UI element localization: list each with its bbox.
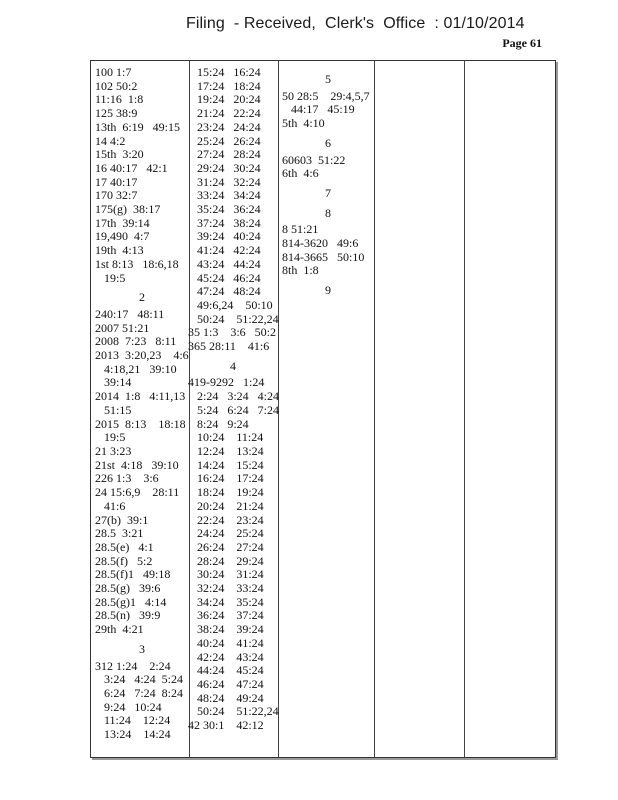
index-entry: 16 40:17 42:1: [95, 160, 168, 175]
index-column-5: [466, 61, 555, 757]
index-entry: 10:24 11:24: [197, 430, 264, 445]
page-number: Page 61: [502, 36, 542, 50]
index-entry: 8:24 9:24: [197, 416, 249, 431]
index-entry: 2:24 3:24 4:24: [197, 389, 280, 404]
index-entry: 45:24 46:24: [197, 270, 261, 285]
index-entry: 35:24 36:24: [197, 202, 261, 217]
index-entry: 25:24 26:24: [197, 133, 261, 148]
index-page-frame: [90, 60, 556, 758]
index-entry: 50 28:5 29:4,5,7: [282, 88, 370, 103]
index-entry: 8 51:21: [282, 222, 319, 237]
index-entry: 41:24 42:24: [197, 243, 261, 258]
index-column-3: [279, 61, 375, 757]
index-entry: 100 1:7: [95, 65, 132, 79]
index-entry: 28.5(n) 39:9: [95, 608, 161, 623]
index-entry: 28.5(g) 39:6: [95, 581, 161, 596]
index-entry: 125 38:9: [95, 106, 138, 121]
index-entry: 4:18,21 39:10: [104, 361, 177, 376]
index-entry: 40:24 41:24: [197, 635, 264, 650]
index-entry: 6th 4:6: [282, 166, 319, 181]
section-heading: 7: [325, 185, 331, 200]
index-column-1: [91, 61, 190, 757]
index-entry: 26:24 27:24: [197, 539, 264, 554]
index-entry: 20:24 21:24: [197, 498, 264, 513]
index-entry: 28.5(g)1 4:14: [95, 594, 167, 609]
section-heading: 6: [325, 135, 331, 150]
index-entry: 42:24 43:24: [197, 649, 264, 664]
index-entry: 27(b) 39:1: [95, 512, 149, 527]
index-entry: 31:24 32:24: [197, 174, 261, 189]
section-heading: 4: [230, 358, 236, 373]
section-heading: 8: [325, 205, 331, 220]
index-entry: 30:24 31:24: [197, 567, 264, 582]
index-entry: 28.5 3:21: [95, 526, 144, 541]
index-entry: 24 15:6,9 28:11: [95, 485, 180, 500]
index-entry: 2013 3:20,23 4:6: [95, 348, 189, 363]
index-entry: 37:24 38:24: [197, 215, 261, 230]
filing-header: Filing - Received, Clerk's Office : 01/10/2014: [186, 15, 525, 32]
index-entry: 17:24 18:24: [197, 78, 261, 93]
index-entry: 11:24 12:24: [104, 713, 171, 728]
index-entry: 22:24 23:24: [197, 512, 264, 527]
index-entry: 226 1:3 3:6: [95, 471, 159, 486]
index-entry: 39:24 40:24: [197, 229, 261, 244]
index-entry: 51:15: [104, 402, 132, 417]
index-entry: 46:24 47:24: [197, 676, 264, 691]
index-entry: 1st 8:13 18:6,18: [95, 256, 179, 271]
index-entry: 39:14: [104, 375, 132, 390]
index-column-2: [187, 61, 279, 757]
index-entry: 13:24 14:24: [104, 727, 171, 742]
index-entry: 15:24 16:24: [197, 65, 261, 79]
index-entry: 814-3620 49:6: [282, 236, 359, 251]
index-entry: 14 4:2: [95, 133, 126, 148]
index-entry: 24:24 25:24: [197, 526, 264, 541]
index-entry: 23:24 24:24: [197, 119, 261, 134]
index-entry: 34:24 35:24: [197, 594, 264, 609]
index-entry: 240:17 48:11: [95, 306, 165, 321]
index-entry: 5:24 6:24 7:24: [197, 402, 280, 417]
index-entry: 18:24 19:24: [197, 485, 264, 500]
index-entry: 19th 4:13: [95, 243, 144, 258]
index-entry: 13th 6:19 49:15: [95, 119, 181, 134]
section-heading: 2: [139, 290, 145, 305]
index-entry: 3:24 4:24 5:24: [104, 672, 184, 687]
index-entry: 48:24 49:24: [197, 690, 264, 705]
index-entry: 170 32:7: [95, 188, 138, 203]
index-entry: 814-3665 50:10: [282, 249, 365, 264]
index-entry: 38:24 39:24: [197, 622, 264, 637]
section-heading: 3: [139, 641, 145, 656]
index-entry: 44:17 45:19: [291, 102, 355, 117]
index-entry: 21st 4:18 39:10: [95, 457, 179, 472]
index-entry: 42 30:1 42:12: [188, 718, 264, 733]
index-entry: 50:24 51:22,24: [197, 704, 279, 719]
index-entry: 41:6: [104, 498, 126, 513]
index-column-4: [372, 61, 465, 757]
index-entry: 12:24 13:24: [197, 443, 264, 458]
index-entry: 32:24 33:24: [197, 581, 264, 596]
index-entry: 19:5: [104, 270, 126, 285]
index-entry: 47:24 48:24: [197, 284, 261, 299]
index-entry: 419-9292 1:24: [188, 375, 265, 390]
index-entry: 5th 4:10: [282, 116, 325, 131]
index-entry: 102 50:2: [95, 78, 138, 93]
index-entry: 50:24 51:22,24: [197, 311, 279, 326]
index-entry: 19:5: [104, 430, 126, 445]
index-entry: 6:24 7:24 8:24: [104, 685, 184, 700]
index-entry: 15th 3:20: [95, 147, 144, 162]
index-entry: 28.5(f)1 49:18: [95, 567, 171, 582]
index-entry: 35 1:3 3:6 50:2: [188, 325, 277, 340]
section-heading: 9: [325, 283, 331, 298]
index-entry: 60603 51:22: [282, 152, 346, 167]
index-entry: 16:24 17:24: [197, 471, 264, 486]
index-entry: 21:24 22:24: [197, 106, 261, 121]
index-entry: 29th 4:21: [95, 622, 144, 637]
index-entry: 8th 1:8: [282, 263, 319, 278]
index-entry: 36:24 37:24: [197, 608, 264, 623]
index-entry: 49:6,24 50:10: [197, 297, 273, 312]
index-entry: 19,490 4:7: [95, 229, 150, 244]
index-entry: 2015 8:13 18:18: [95, 416, 186, 431]
index-entry: 2008 7:23 8:11: [95, 334, 177, 349]
index-entry: 27:24 28:24: [197, 147, 261, 162]
index-entry: 44:24 45:24: [197, 663, 264, 678]
section-heading: 5: [325, 72, 331, 86]
index-entry: 43:24 44:24: [197, 256, 261, 271]
index-entry: 175(g) 38:17: [95, 202, 161, 217]
index-entry: 19:24 20:24: [197, 92, 261, 107]
index-entry: 17 40:17: [95, 174, 138, 189]
index-entry: 11:16 1:8: [95, 92, 144, 107]
index-entry: 28:24 29:24: [197, 553, 264, 568]
index-entry: 28.5(f) 5:2: [95, 553, 153, 568]
index-entry: 9:24 10:24: [104, 699, 162, 714]
index-entry: 312 1:24 2:24: [95, 658, 171, 673]
index-entry: 28.5(e) 4:1: [95, 539, 154, 554]
index-entry: 14:24 15:24: [197, 457, 264, 472]
index-entry: 17th 39:14: [95, 215, 150, 230]
index-entry: 2007 51:21: [95, 320, 150, 335]
index-entry: 2014 1:8 4:11,13: [95, 389, 186, 404]
index-entry: 365 28:11 41:6: [188, 339, 270, 354]
index-entry: 21 3:23: [95, 443, 132, 458]
index-entry: 29:24 30:24: [197, 160, 261, 175]
index-entry: 33:24 34:24: [197, 188, 261, 203]
